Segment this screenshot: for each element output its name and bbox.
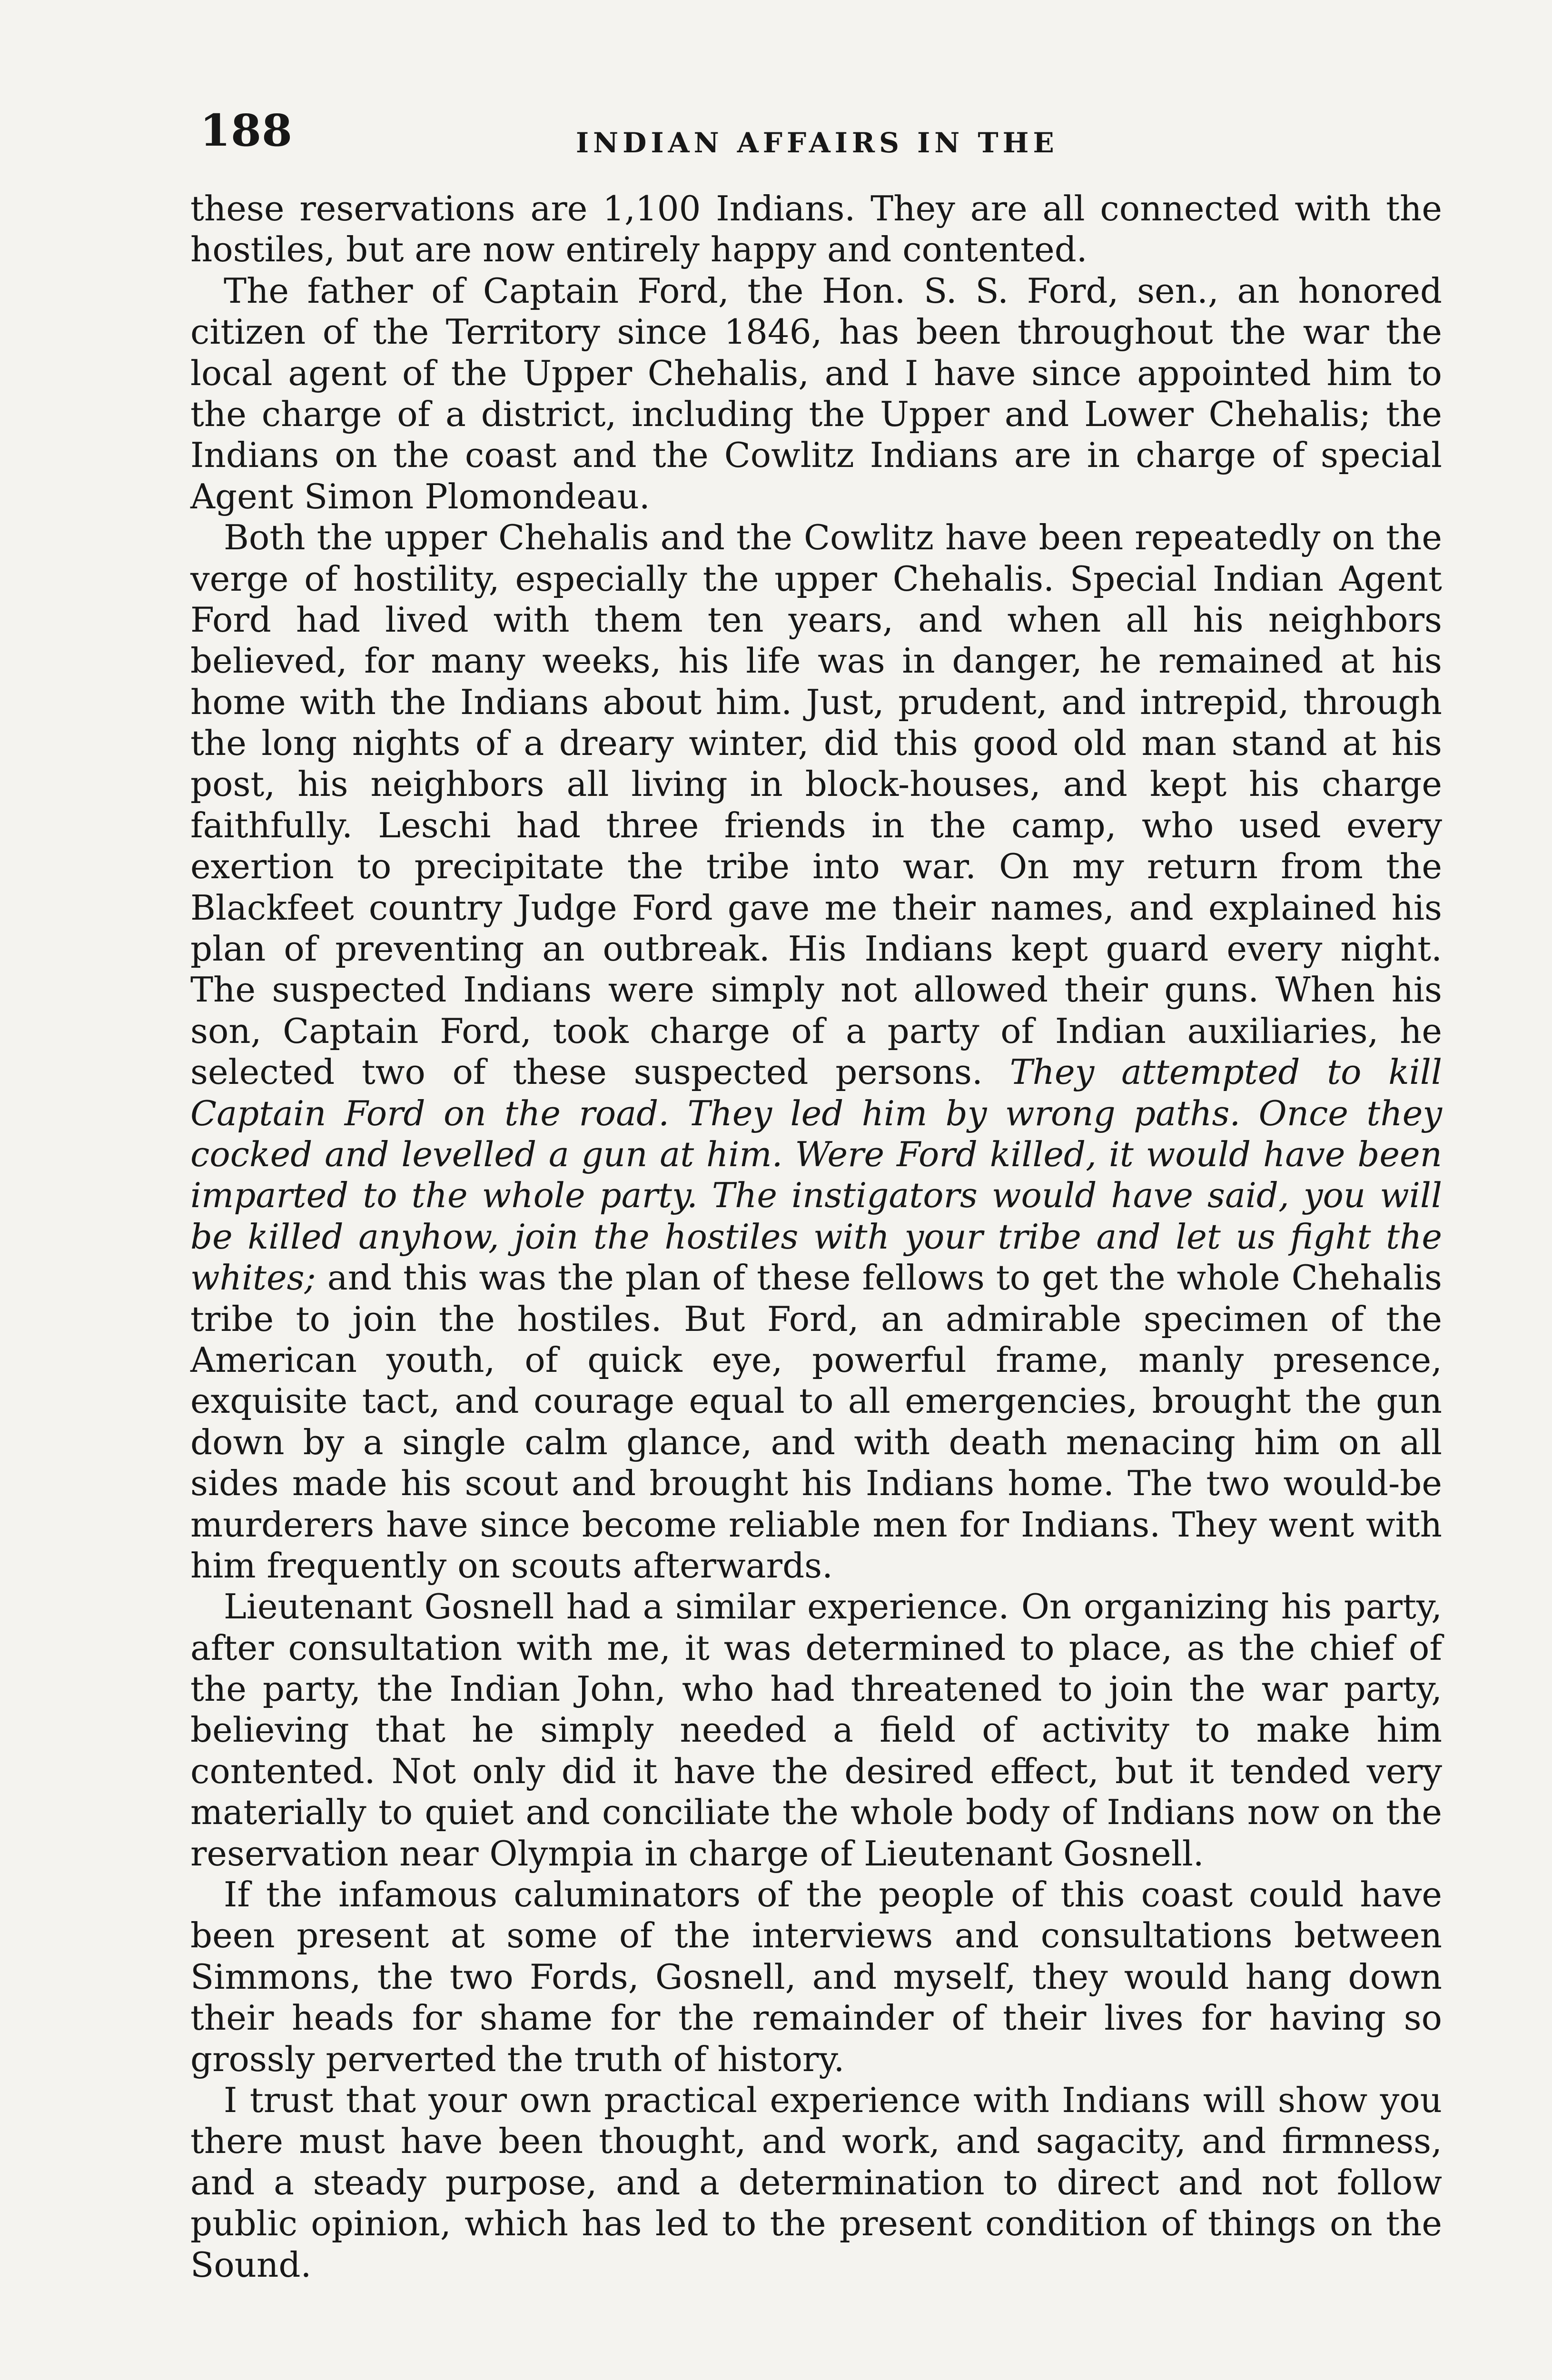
paragraph-3-italic-passage: They attempted to kill Captain Ford on the road. They led him by wrong paths. Once they cocked and levelled a gun at him. Were Ford killed, it would have been imparted to the whole party. The instigators would have said, you will be killed anyhow, join the hostiles with your tribe and let us fight the whites; [190,1052,1442,1298]
paragraph-4 [190,1586,1442,1874]
paragraph-3 [190,517,1442,1586]
paragraph-6 [190,2080,1442,2285]
paragraph-3-text-b: and this was the plan of these fellows to get the whole Chehalis tribe to join the hostiles. But Ford, an admirable specimen of the American youth, of quick eye, powerful frame, manly presence, exquisite tact, and courage equal to all emergencies, brought the gun down by a single calm glance, and with death menacing him on all sides made his scout and brought his Indians home. The two would-be murderers have since become reliable men for Indians. They went with him frequently on scouts afterwards. [190,1258,1442,1586]
paragraph-5-text: If the infamous caluminators of the people of this coast could have been present at some of the interviews and consultations between Simmons, the two Fords, Gosnell, and myself, they would hang down their heads for shame for the remainder of their lives for having so grossly perverted the truth of history. [190,1874,1442,2079]
page-number: 188 [200,105,293,156]
paragraph-3-text-a: Both the upper Chehalis and the Cowlitz have been repeatedly on the verge of hostility, especially the upper Chehalis. Special Indian Agent Ford had lived with them ten years, and when all his neighbors believed, for many weeks, his life was in danger, he remained at his home with the Indians about him. Just, prudent, and intrepid, through the long nights of a dreary winter, did this good old man stand at his post, his neighbors all living in block-houses, and kept his charge faithfully. Leschi had three friends in the camp, who used every exertion to precipitate the tribe into war. On my return from the Blackfeet country Judge Ford gave me their names, and explained his plan of preventing an outbreak. His Indians kept guard every night. The suspected Indians were simply not allowed their guns. When his son, Captain Ford, took charge of a party of Indian auxiliaries, he selected two of these suspected persons. [190,517,1442,1092]
paragraph-6-text: I trust that your own practical experience with Indians will show you there must have been thought, and work, and sagacity, and firmness, and a steady purpose, and a determination to direct and not follow public opinion, which has led to the present condition of things on the Sound. [190,2080,1442,2285]
paragraph-1 [190,188,1442,270]
paragraph-1-text: these reservations are 1,100 Indians. They are all connected with the hostiles, but are now entirely happy and contented. [190,188,1442,270]
paragraph-2 [190,270,1442,517]
paragraph-5 [190,1874,1442,2080]
paragraph-2-text: The father of Captain Ford, the Hon. S. S. Ford, sen., an honored citizen of the Territory since 1846, has been throughout the war the local agent of the Upper Chehalis, and I have since appointed him to the charge of a district, including the Upper and Lower Chehalis; the Indians on the coast and the Cowlitz Indians are in charge of special Agent Simon Plomondeau. [190,270,1442,516]
paragraph-4-text: Lieutenant Gosnell had a similar experience. On organizing his party, after consultation with me, it was determined to place, as the chief of the party, the Indian John, who had threatened to join the war party, believing that he simply needed a field of activity to make him contented. Not only did it have the desired effect, but it tended very materially to quiet and conciliate the whole body of Indians now on the reservation near Olympia in charge of Lieutenant Gosnell. [190,1587,1442,1874]
body-text [190,188,1442,2285]
page-header [200,105,1437,162]
running-title: INDIAN AFFAIRS IN THE [576,127,1058,159]
